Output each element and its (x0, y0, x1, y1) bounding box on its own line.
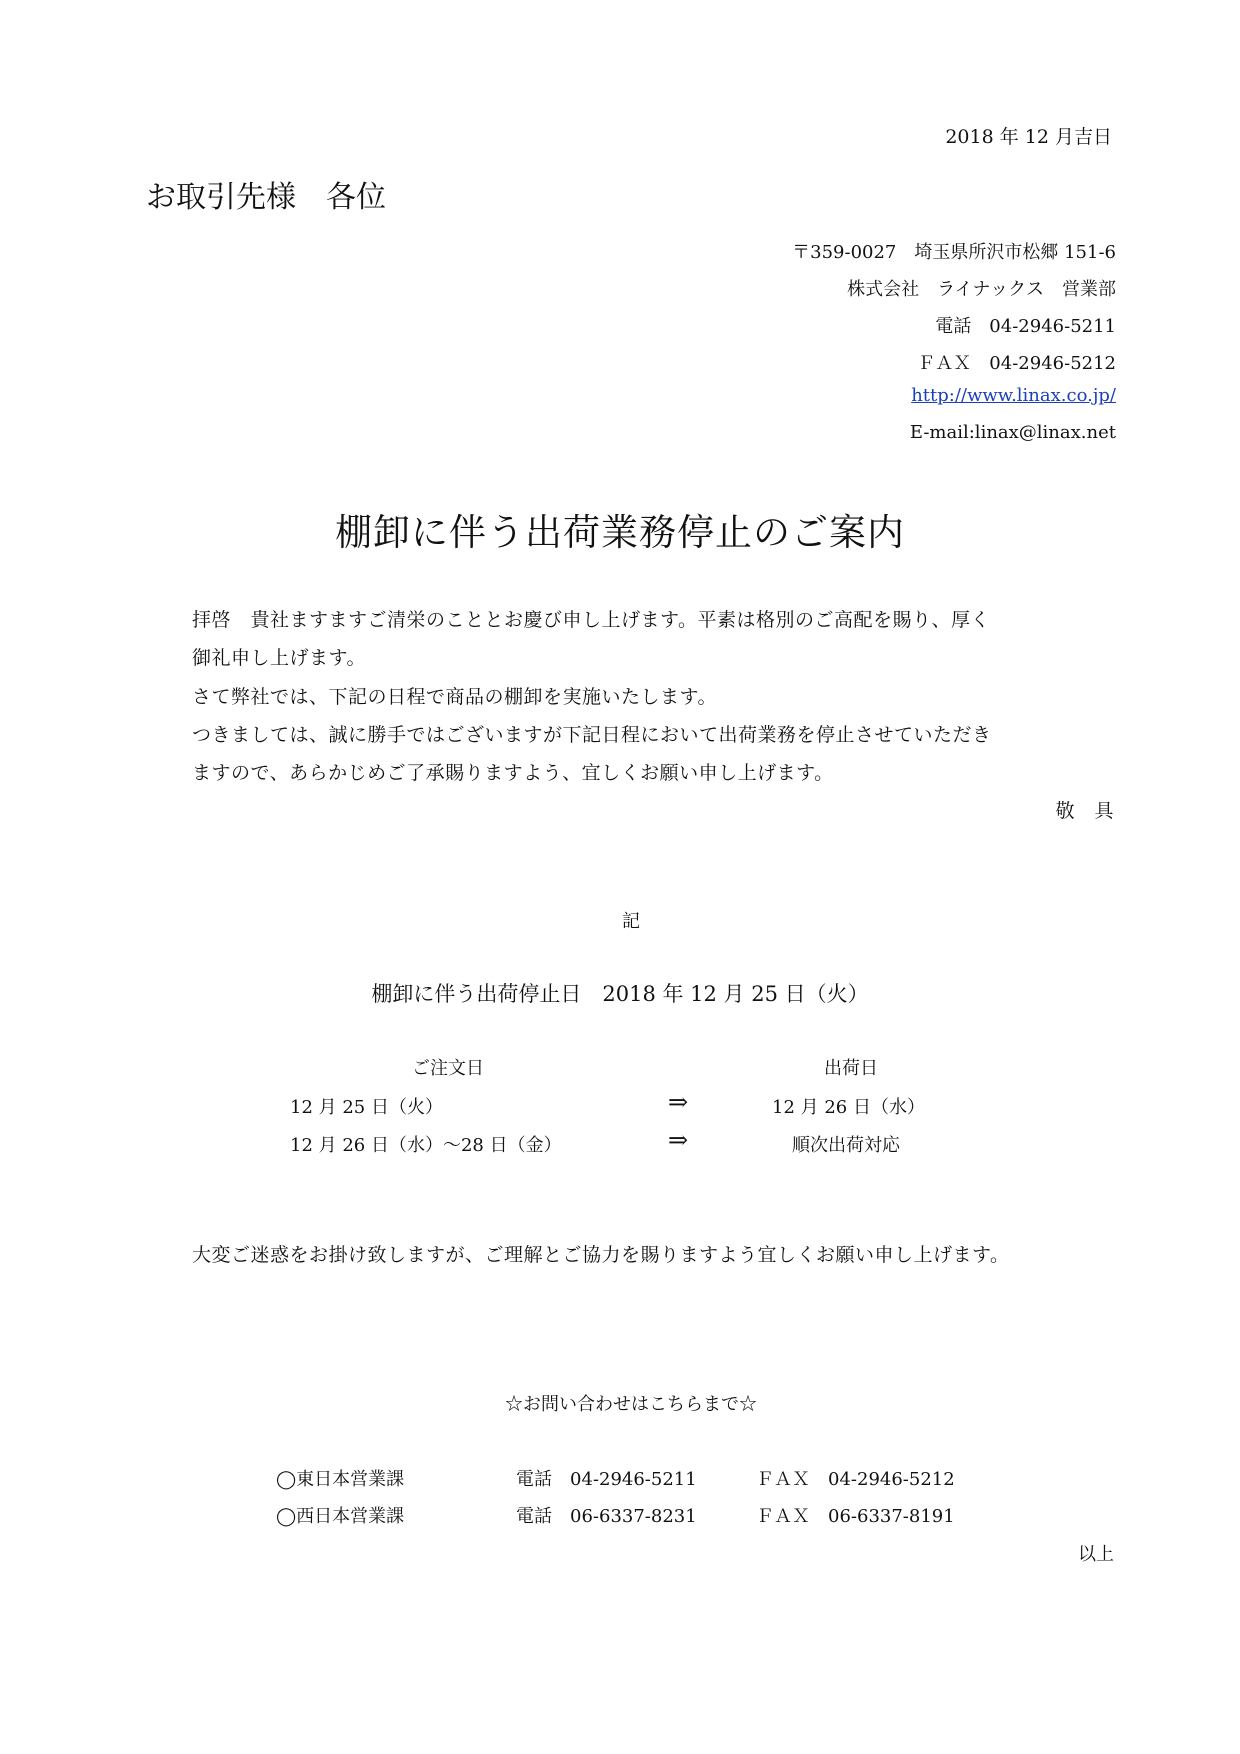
arrow-icon: ⇒ (668, 1088, 689, 1116)
sender-phone: 電話 04-2946-5211 (935, 316, 1116, 337)
sender-address: 〒359-0027 埼玉県所沢市松郷 151-6 (792, 242, 1116, 263)
stop-day: 棚卸に伴う出荷停止日 2018 年 12 月 25 日（火） (371, 982, 869, 1006)
document-title: 棚卸に伴う出荷業務停止のご案内 (335, 511, 905, 554)
ship-date-header: 出荷日 (824, 1058, 878, 1079)
sender-website-link[interactable]: http://www.linax.co.jp/ (911, 385, 1116, 406)
order-date-cell: 12 月 25 日（火） (290, 1097, 443, 1118)
contact-phone: 電話 06-6337-8231 (516, 1506, 697, 1527)
contact-heading: ☆お問い合わせはこちらまで☆ (505, 1394, 757, 1415)
contact-phone: 電話 04-2946-5211 (516, 1469, 697, 1490)
contact-fax: ＦＡＸ 04-2946-5212 (756, 1469, 955, 1490)
arrow-icon: ⇒ (668, 1126, 689, 1154)
body-line-3: さて弊社では、下記の日程で商品の棚卸を実施いたします。 (192, 686, 717, 708)
closing-keigu: 敬 具 (1055, 800, 1114, 822)
end-mark: 以上 (1078, 1544, 1114, 1565)
contact-dept: ◯西日本営業課 (276, 1506, 405, 1527)
body-line-5: ますので、あらかじめご了承賜りますよう、宜しくお願い申し上げます。 (192, 762, 834, 784)
body-line-4: つきましては、誠に勝手ではございますが下記日程において出荷業務を停止させていただき (192, 724, 992, 746)
contact-dept: ◯東日本営業課 (276, 1469, 405, 1490)
sender-company: 株式会社 ライナックス 営業部 (847, 279, 1116, 300)
ki-marker: 記 (622, 911, 640, 932)
body-line-2: 御礼申し上げます。 (192, 647, 366, 669)
document-date: 2018 年 12 月吉日 (945, 126, 1112, 148)
contact-fax: ＦＡＸ 06-6337-8191 (756, 1506, 955, 1527)
sender-email: E-mail:linax@linax.net (909, 422, 1116, 443)
order-date-header: ご注文日 (412, 1058, 484, 1079)
body-line-1: 拝啓 貴社ますますご清栄のこととお慶び申し上げます。平素は格別のご高配を賜り、厚く (192, 609, 990, 631)
apology-text: 大変ご迷惑をお掛け致しますが、ご理解とご協力を賜りますよう宜しくお願い申し上げます。 (192, 1244, 1010, 1266)
ship-date-cell: 12 月 26 日（水） (772, 1097, 925, 1118)
order-date-cell: 12 月 26 日（水）～28 日（金） (290, 1135, 562, 1156)
addressee: お取引先様 各位 (146, 180, 386, 215)
sender-fax: ＦＡＸ 04-2946-5212 (917, 353, 1116, 374)
ship-date-cell: 順次出荷対応 (792, 1135, 900, 1156)
